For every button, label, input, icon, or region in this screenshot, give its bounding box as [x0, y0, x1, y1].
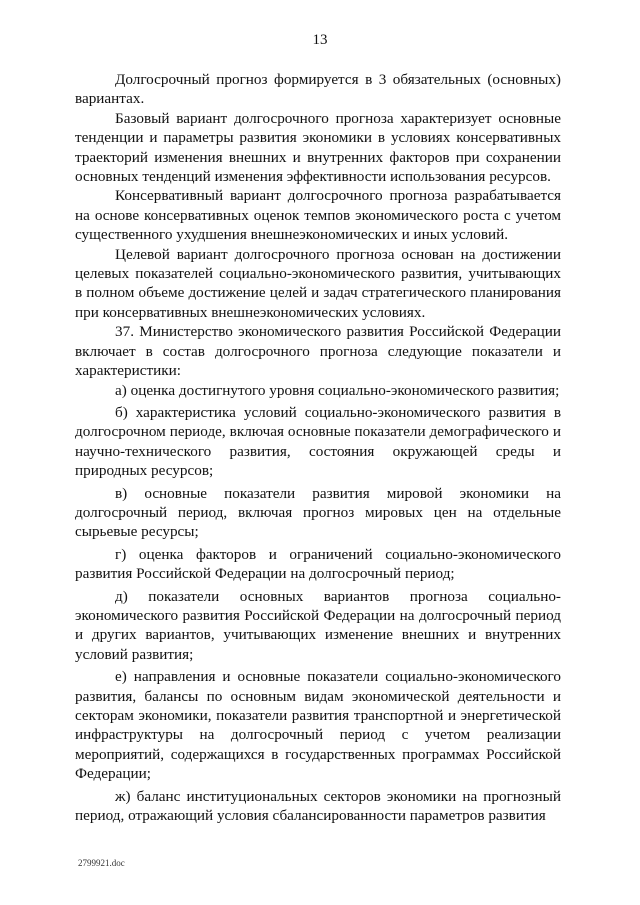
footer-doc-id: 2799921.doc [78, 858, 125, 868]
list-item-b: б) характеристика условий социально-экономического развития в долгосрочном периоде, включая основные показатели демографического и научно-технического развития, состояния окружающей среды и природных ресурсов; [75, 403, 561, 480]
paragraph-target-variant: Целевой вариант долгосрочного прогноза основан на достижении целевых показателей социально-экономического развития, учитывающих в полном объеме достижение целей и задач стратегического планирования при консервативных внешнеэкономических условиях. [75, 245, 561, 321]
page-number: 13 [312, 32, 328, 48]
paragraph-variants-intro: Долгосрочный прогноз формируется в 3 обязательных (основных) вариантах. [75, 71, 561, 108]
paragraph-conservative-variant: Консервативный вариант долгосрочного прогноза разрабатывается на основе консервативных оценок темпов экономического роста с учетом существенного ухудшения внешнеэкономических и иных условий. [75, 187, 561, 244]
paragraph-base-variant: Базовый вариант долгосрочного прогноза характеризует основные тенденции и параметры развития экономики в условиях консервативных траекторий изменения внешних и внутренних факторов при сохранении основных тенденций изменения эффективности использования ресурсов. [75, 109, 561, 186]
list-item-zh: ж) баланс институциональных секторов экономики на прогнозный период, отражающий условия сбалансированности параметров развития [75, 787, 561, 825]
list-item-e: е) направления и основные показатели социально-экономического развития, балансы по основным видам экономической деятельности и секторам экономики, показатели развития транспортной и энергетической инфраструктуры на долгосрочный период с учетом реализации мероприятий, содержащихся в государственных программах Российской Федерации; [75, 668, 561, 783]
list-item-d: д) показатели основных вариантов прогноза социально-экономического развития Российской Федерации на долгосрочный период и других вариантов, учитывающих изменение внешних и внутренних условий развития; [75, 587, 561, 663]
document-body [75, 70, 561, 825]
paragraph-item-37: 37. Министерство экономического развития Российской Федерации включает в состав долгосрочного прогноза следующие показатели и характеристики: [75, 323, 561, 380]
list-item-a: а) оценка достигнутого уровня социально-экономического развития; [115, 381, 560, 399]
list-item-g: г) оценка факторов и ограничений социально-экономического развития Российской Федерации на долгосрочный период; [75, 545, 561, 583]
list-item-v: в) основные показатели развития мировой экономики на долгосрочный период, включая прогноз мировых цен на отдельные сырьевые ресурсы; [75, 484, 561, 541]
